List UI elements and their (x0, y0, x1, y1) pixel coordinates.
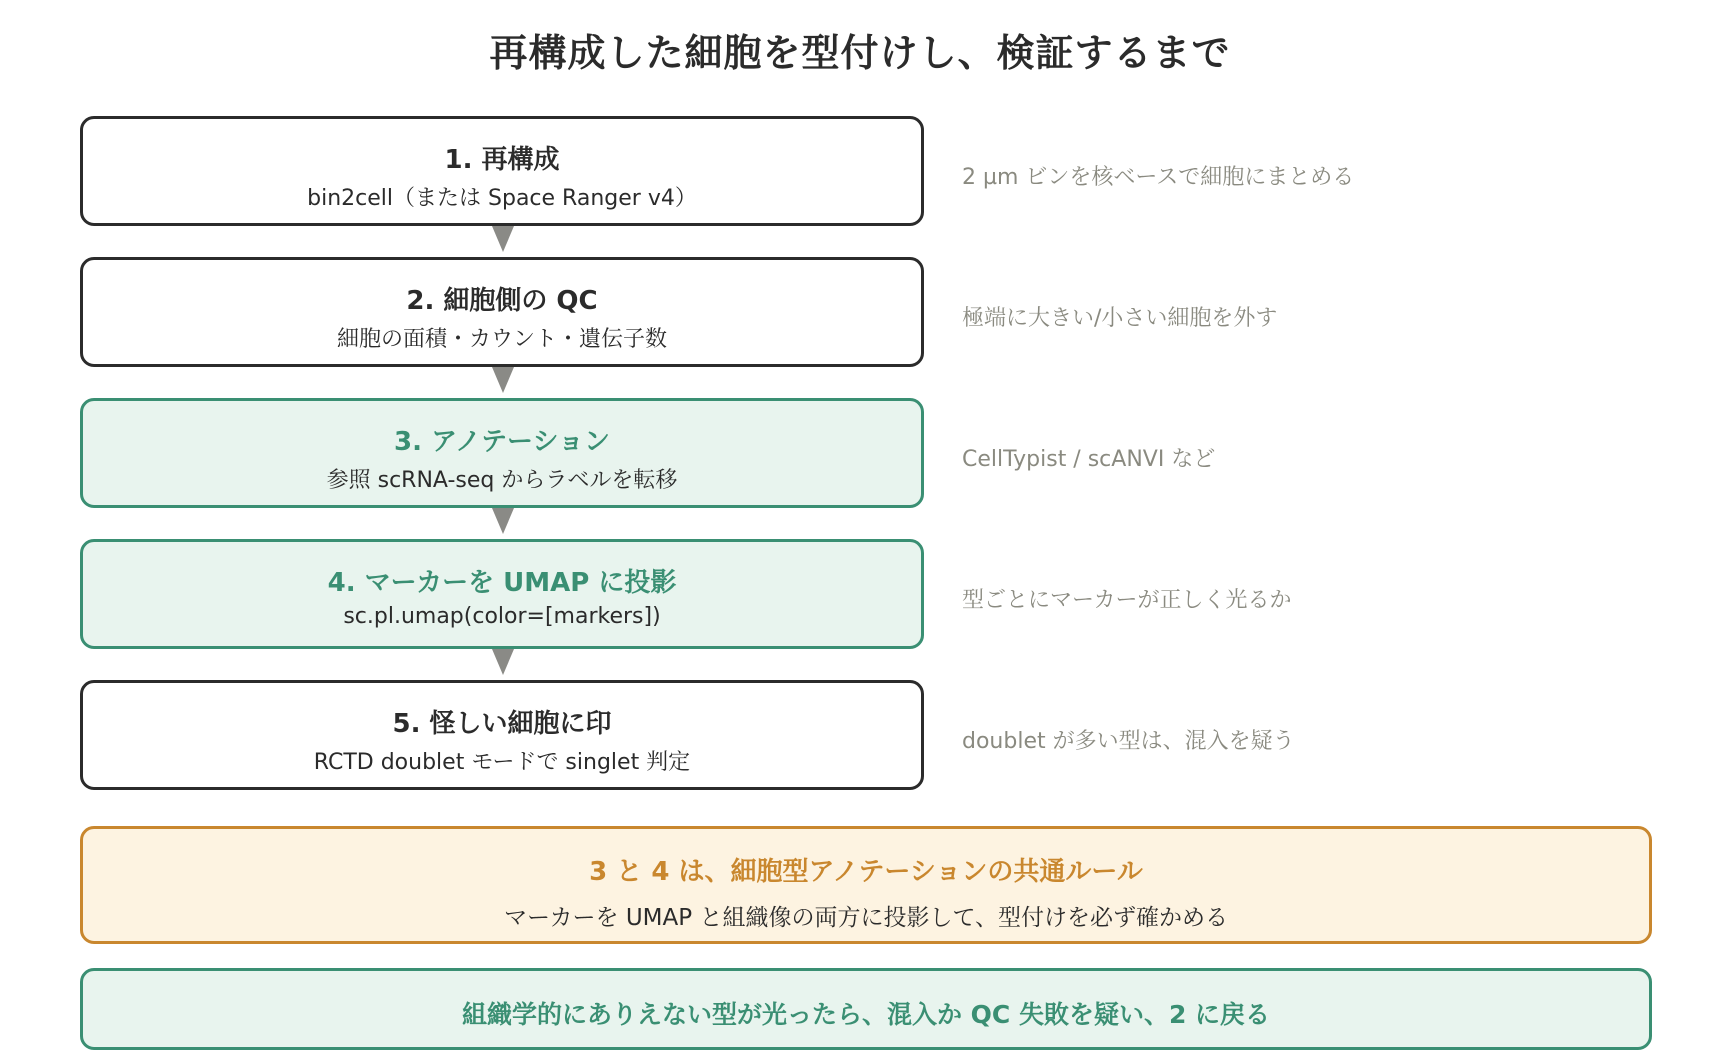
page-title: 再構成した細胞を型付けし、検証するまで (489, 31, 1231, 75)
step-4-note: 型ごとにマーカーが正しく光るか (962, 588, 1292, 613)
step-3-title: 3. アノテーション (394, 427, 610, 457)
common-rule-title: 3 と 4 は、細胞型アノテーションの共通ルール (589, 857, 1143, 887)
step-1-reconstruction (80, 116, 924, 226)
step-3-annotation (80, 398, 924, 508)
step-1-note: 2 µm ビンを核ベースで細胞にまとめる (962, 165, 1355, 190)
step-2-cell-qc (80, 257, 924, 367)
step-4-title: 4. マーカーを UMAP に投影 (327, 568, 677, 598)
step-1-subtitle: bin2cell（または Space Ranger v4） (307, 186, 697, 211)
step-2-note: 極端に大きい/小さい細胞を外す (962, 306, 1278, 331)
step-5-title: 5. 怪しい細胞に印 (392, 709, 612, 739)
warning-callout (80, 968, 1652, 1050)
arrow-down-icon (492, 649, 514, 675)
step-5-subtitle: RCTD doublet モードで singlet 判定 (313, 750, 691, 775)
step-3-note: CellTypist / scANVI など (962, 447, 1216, 472)
warning-title: 組織学的にありえない型が光ったら、混入か QC 失敗を疑い、2 に戻る (461, 1000, 1271, 1029)
arrow-down-icon (492, 226, 514, 252)
step-3-subtitle: 参照 scRNA-seq からラベルを転移 (326, 468, 678, 493)
step-2-subtitle: 細胞の面積・カウント・遺伝子数 (336, 327, 667, 352)
step-1-title: 1. 再構成 (444, 145, 560, 175)
step-5-flag-suspicious (80, 680, 924, 790)
common-rule-callout (80, 826, 1652, 944)
step-2-title: 2. 細胞側の QC (406, 286, 598, 316)
step-4-subtitle: sc.pl.umap(color=[markers]) (343, 604, 661, 629)
arrow-down-icon (492, 367, 514, 393)
step-4-umap-markers (80, 539, 924, 649)
arrow-down-icon (492, 508, 514, 534)
step-5-note: doublet が多い型は、混入を疑う (962, 729, 1295, 754)
common-rule-subtitle: マーカーを UMAP と組織像の両方に投影して、型付けを必ず確かめる (504, 905, 1228, 931)
